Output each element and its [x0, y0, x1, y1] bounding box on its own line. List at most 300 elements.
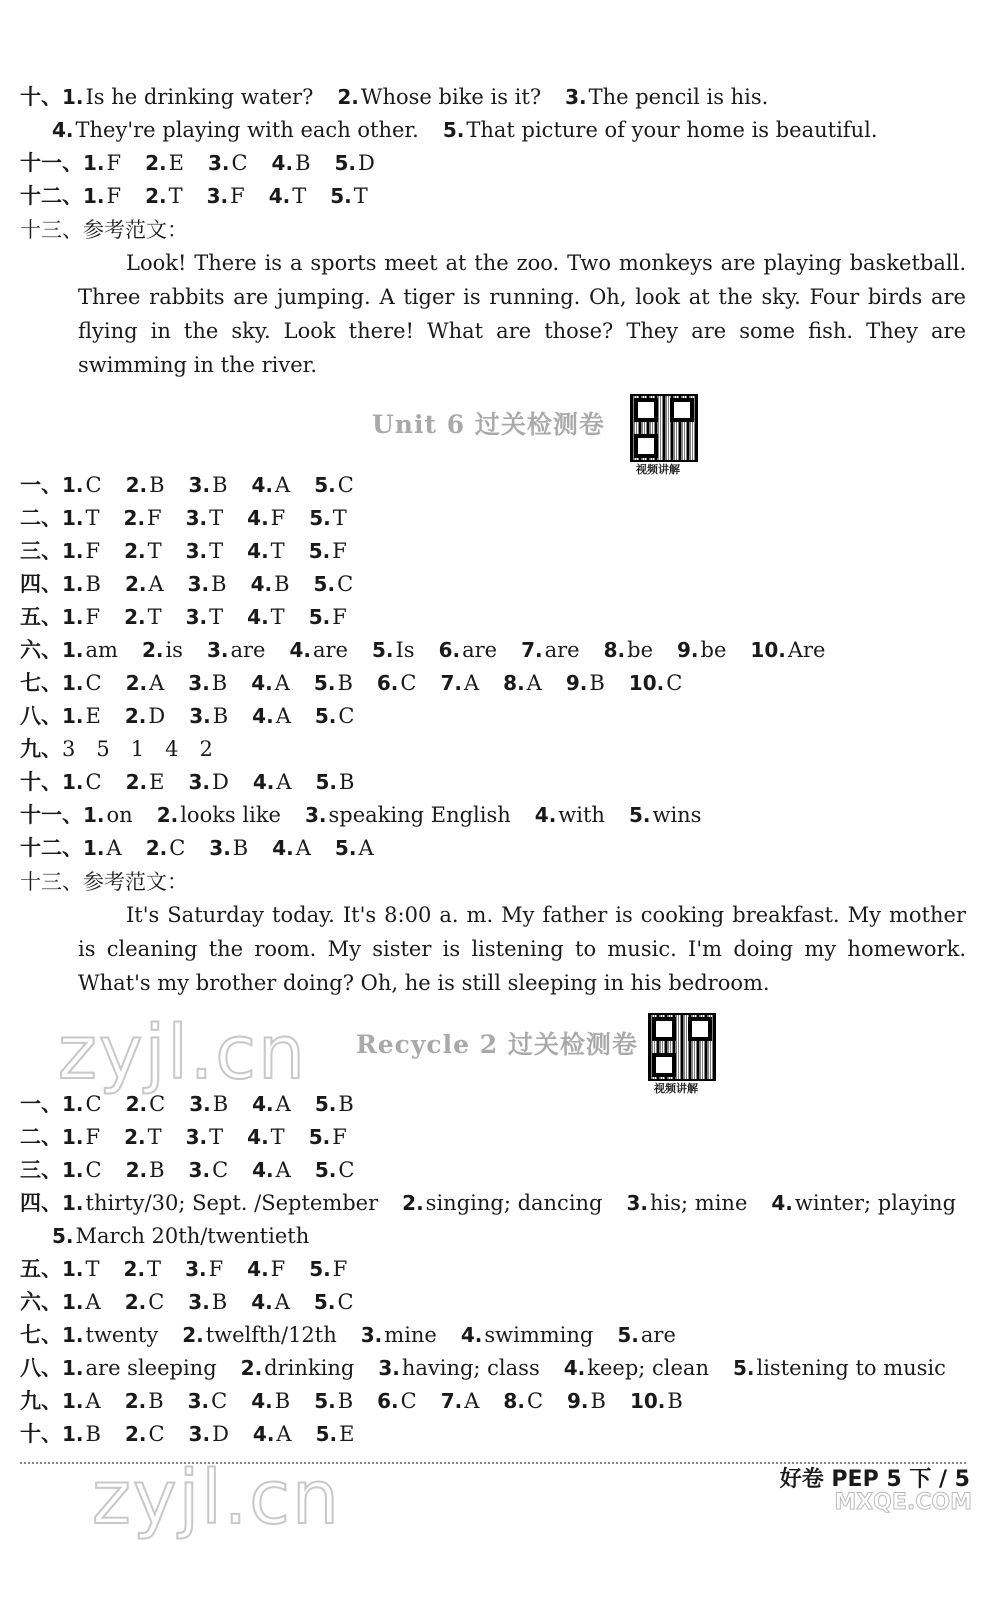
answer-text: A	[275, 1158, 291, 1182]
answer-number: 1.	[62, 1125, 84, 1149]
answer-text: Are	[787, 638, 826, 662]
answer-number: 1.	[83, 803, 105, 827]
answer-text: am	[85, 638, 118, 662]
answer-number: 5.	[308, 1125, 331, 1149]
answer-text: T	[85, 506, 100, 530]
answer-text: C	[85, 671, 102, 695]
answer-number: 5.	[732, 1356, 755, 1380]
page-footer: 好卷 PEP 5 下 / 5	[779, 1467, 970, 1492]
recycle2-line-8	[20, 1320, 676, 1350]
answer-text: B	[149, 1158, 165, 1182]
answer-text: A	[274, 671, 290, 695]
answer-text: F	[332, 1125, 347, 1149]
recycle2-line-2	[20, 1122, 347, 1152]
answer-number: 2.	[145, 184, 167, 208]
question-group-label: 九、	[20, 1389, 62, 1413]
answer-number: 4.	[247, 605, 269, 629]
answer-number: 4.	[247, 506, 269, 530]
answer-number: 1.	[62, 473, 84, 497]
answer-text: A	[526, 671, 542, 695]
answer-number: 2.	[145, 836, 168, 860]
answer-text: are	[230, 638, 266, 662]
question-group-label: 八、	[20, 704, 62, 728]
answer-number: 1.	[62, 1092, 84, 1116]
answer-text: C	[85, 1158, 102, 1182]
unit6-line-8	[20, 701, 354, 731]
answer-text: C	[212, 1158, 229, 1182]
question-group-label: 七、	[20, 1323, 62, 1347]
answer-number: 10.	[750, 638, 786, 662]
answer-text: F	[332, 605, 347, 629]
unit6-line-2	[20, 503, 347, 533]
answer-number: 4.	[247, 1125, 269, 1149]
answer-number: 6.	[377, 1389, 399, 1413]
answer-number: 1.	[83, 184, 105, 208]
answer-text: C	[337, 1290, 354, 1314]
question-group-label: 七、	[20, 671, 62, 695]
question-group-label: 三、	[20, 1158, 62, 1182]
answer-text: listening to music	[756, 1356, 946, 1380]
recycle2-line-11	[20, 1419, 354, 1449]
answer-text: B	[667, 1389, 683, 1413]
unit6-line-10	[20, 767, 354, 797]
answer-number: 2.	[124, 1290, 147, 1314]
answer-text: F	[147, 506, 162, 530]
answer-text: That picture of your home is beautiful.	[466, 118, 878, 142]
answer-text: D	[148, 704, 166, 728]
answer-text: T	[270, 539, 285, 563]
recycle2-line-9	[20, 1353, 946, 1383]
answer-number: 3.	[187, 572, 210, 596]
answer-number: 6.	[376, 671, 399, 695]
answer-text: T	[270, 605, 285, 629]
answer-text: D	[212, 1422, 229, 1446]
answer-number: 4.	[271, 151, 294, 175]
answer-text: T	[147, 1125, 162, 1149]
answer-text: C	[526, 1389, 544, 1413]
answer-text: A	[149, 671, 165, 695]
answer-text: B	[589, 671, 605, 695]
question-group-label: 二、	[20, 1125, 62, 1149]
answer-text: Is he drinking water?	[85, 85, 314, 109]
answer-text: B	[149, 473, 165, 497]
answer-text: having; class	[401, 1356, 540, 1380]
unit6-line-7	[20, 668, 682, 698]
answer-text: March 20th/twentieth	[75, 1224, 310, 1248]
answer-text: wins	[652, 803, 702, 827]
answer-number: 5.	[330, 184, 352, 208]
answer-text: C	[85, 1092, 102, 1116]
answer-number: 1.	[62, 539, 84, 563]
answer-number: 2.	[125, 1158, 148, 1182]
answer-number: 5.	[372, 638, 394, 662]
question-group-label: 六、	[20, 638, 62, 662]
question-group-label: 一、	[20, 1092, 62, 1116]
answer-text: E	[168, 151, 184, 175]
answer-text: are	[640, 1323, 676, 1347]
answer-number: 4.	[252, 1422, 275, 1446]
answer-number: 2.	[156, 803, 179, 827]
recycle2-line-6	[20, 1254, 347, 1284]
answer-text: twenty	[85, 1323, 159, 1347]
answer-text: be	[700, 638, 727, 662]
answer-text: C	[231, 151, 248, 175]
question-group-label: 六、	[20, 1290, 62, 1314]
answer-text: are	[544, 638, 580, 662]
answer-number: 3.	[188, 473, 211, 497]
answer-number: 3.	[188, 1290, 210, 1314]
answer-number: 1.	[62, 1422, 84, 1446]
answer-text: B	[232, 836, 249, 860]
answer-number: 2.	[402, 1191, 424, 1215]
section-13-label: 十三、参考范文：	[20, 218, 188, 242]
answer-number: 3.	[185, 605, 208, 629]
recycle2-line-7	[20, 1287, 354, 1317]
qr-code-icon[interactable]	[630, 394, 698, 462]
answer-text: 3 5 1 4 2	[62, 737, 213, 761]
answer-number: 2.	[124, 704, 147, 728]
answer-number: 4.	[771, 1191, 793, 1215]
answer-text: B	[85, 572, 101, 596]
answer-text: T	[353, 184, 368, 208]
answer-text: keep; clean	[587, 1356, 709, 1380]
answer-text: F	[332, 539, 347, 563]
unit6-line-1	[20, 470, 354, 500]
answer-number: 4.	[252, 770, 275, 794]
answer-number: 6.	[438, 638, 461, 662]
answer-number: 4.	[460, 1323, 483, 1347]
answer-text: B	[212, 704, 229, 728]
answer-number: 1.	[62, 1158, 84, 1182]
answer-text: F	[85, 605, 101, 629]
answer-number: 3.	[185, 1125, 208, 1149]
answer-text: A	[358, 836, 374, 860]
answer-text: A	[276, 1422, 292, 1446]
answer-number: 3.	[189, 704, 211, 728]
answer-number: 8.	[503, 671, 525, 695]
answer-text: A	[275, 704, 291, 728]
answer-number: 1.	[62, 1290, 84, 1314]
answer-text: A	[276, 770, 292, 794]
answer-number: 3.	[188, 770, 210, 794]
answer-number: 4.	[563, 1356, 586, 1380]
answer-text: T	[270, 1125, 285, 1149]
answer-number: 9.	[565, 671, 588, 695]
unit6-line-5	[20, 602, 347, 632]
answer-number: 3.	[304, 803, 327, 827]
question-group-label: 十一、	[20, 151, 83, 175]
section-11-line	[20, 148, 375, 178]
answer-number: 5.	[314, 704, 337, 728]
answer-number: 5.	[334, 836, 357, 860]
unit6-line-12	[20, 833, 374, 863]
answer-number: 4.	[247, 1257, 269, 1281]
question-group-label: 五、	[20, 605, 62, 629]
answer-number: 5.	[442, 118, 465, 142]
answer-text: T	[209, 506, 224, 530]
section-10-line-1	[20, 82, 768, 112]
answer-number: 4.	[252, 704, 274, 728]
recycle2-title: Recycle 2 过关检测卷	[356, 1030, 638, 1059]
answer-number: 5.	[617, 1323, 639, 1347]
answer-number: 2.	[124, 572, 147, 596]
answer-number: 4.	[251, 473, 274, 497]
answer-number: 9.	[677, 638, 699, 662]
qr-code-icon-2[interactable]	[648, 1013, 716, 1081]
answer-number: 1.	[62, 671, 84, 695]
answer-number: 5.	[308, 539, 331, 563]
answer-text: with	[558, 803, 605, 827]
answer-text: C	[400, 1389, 417, 1413]
answer-text: F	[106, 151, 122, 175]
answer-number: 3.	[360, 1323, 383, 1347]
answer-number: 1.	[62, 1323, 84, 1347]
answer-text: looks like	[180, 803, 281, 827]
question-group-label: 十二、	[20, 836, 83, 860]
unit6-title: Unit 6 过关检测卷	[372, 410, 605, 439]
answer-text: A	[106, 836, 122, 860]
answer-number: 3.	[209, 836, 231, 860]
question-group-label: 八、	[20, 1356, 62, 1380]
qr-caption: 视频讲解	[636, 463, 680, 476]
answer-number: 4.	[289, 638, 311, 662]
answer-number: 2.	[123, 506, 146, 530]
answer-text: F	[332, 1257, 348, 1281]
answer-number: 2.	[337, 85, 359, 109]
answer-text: are sleeping	[85, 1356, 217, 1380]
answer-text: C	[337, 473, 354, 497]
watermark-bottom: zyjl.cn	[92, 1455, 341, 1541]
answer-number: 4.	[52, 118, 74, 142]
answer-number: 1.	[62, 1389, 84, 1413]
unit6-line-9	[20, 734, 213, 764]
answer-number: 5.	[314, 473, 336, 497]
question-group-label: 十、	[20, 1422, 62, 1446]
answer-text: D	[211, 770, 229, 794]
answer-text: E	[149, 770, 165, 794]
answer-text: T	[332, 506, 347, 530]
answer-text: C	[149, 1092, 166, 1116]
answer-text: B	[212, 1092, 229, 1116]
answer-text: B	[337, 671, 353, 695]
answer-number: 3.	[188, 671, 210, 695]
answer-number: 3.	[206, 638, 229, 662]
answer-number: 1.	[62, 1356, 84, 1380]
answer-number: 5.	[334, 151, 357, 175]
answer-number: 5.	[309, 1257, 331, 1281]
answer-number: 5.	[314, 1158, 337, 1182]
answer-number: 3.	[626, 1191, 649, 1215]
answer-number: 1.	[83, 151, 105, 175]
answer-text: are	[313, 638, 348, 662]
answer-number: 1.	[62, 638, 84, 662]
answer-number: 3.	[206, 184, 229, 208]
answer-text: A	[464, 1389, 480, 1413]
answer-text: on	[106, 803, 133, 827]
answer-text: F	[230, 184, 245, 208]
answer-number: 3.	[207, 151, 230, 175]
answer-text: T	[209, 1125, 224, 1149]
answer-number: 5.	[313, 1290, 336, 1314]
question-group-label: 三、	[20, 539, 62, 563]
answer-text: C	[169, 836, 186, 860]
answer-number: 2.	[124, 539, 146, 563]
answer-text: T	[85, 1257, 100, 1281]
answer-text: Is	[395, 638, 415, 662]
answer-number: 1.	[62, 1191, 84, 1215]
answer-text: C	[338, 704, 355, 728]
answer-text: B	[211, 572, 227, 596]
answer-text: B	[337, 1389, 354, 1413]
answer-text: B	[211, 671, 228, 695]
qr-caption-2: 视频讲解	[654, 1082, 698, 1095]
answer-number: 4.	[251, 1290, 273, 1314]
answer-number: 1.	[62, 85, 84, 109]
answer-number: 3.	[188, 1422, 211, 1446]
answer-text: singing; dancing	[425, 1191, 603, 1215]
answer-number: 1.	[62, 704, 84, 728]
answer-text: C	[85, 770, 102, 794]
essay-paragraph: Look! There is a sports meet at the zoo. Two monkeys are playing basketball. Three rabbits are jumping. A tiger is running. Oh, look at the sky. Four birds are flying in the sky. Look there! What are those? They are some fish. They are swimming in the river.	[78, 251, 966, 377]
answer-text: F	[106, 184, 122, 208]
answer-number: 3.	[185, 506, 208, 530]
answer-number: 4.	[252, 1092, 274, 1116]
answer-text: C	[400, 671, 417, 695]
answer-number: 5.	[314, 1389, 336, 1413]
answer-text: C	[148, 1290, 165, 1314]
answer-text: A	[85, 1389, 101, 1413]
answer-text: A	[295, 836, 311, 860]
answer-number: 4.	[250, 572, 273, 596]
answer-text: B	[339, 770, 355, 794]
question-group-label: 五、	[20, 1257, 62, 1281]
answer-text: A	[275, 473, 291, 497]
answer-number: 4.	[272, 836, 294, 860]
answer-text: is	[165, 638, 183, 662]
section-10-line-2	[52, 115, 878, 145]
question-group-label: 九、	[20, 737, 62, 761]
question-group-label: 四、	[20, 1191, 62, 1215]
answer-text: C	[148, 1422, 165, 1446]
answer-text: C	[337, 572, 354, 596]
unit6-line-3	[20, 536, 347, 566]
answer-text: B	[85, 1422, 101, 1446]
answer-text: F	[85, 539, 101, 563]
footer-logo: MXQE.COM	[834, 1490, 972, 1515]
answer-text: A	[85, 1290, 101, 1314]
answer-text: B	[212, 473, 228, 497]
question-group-label: 四、	[20, 572, 62, 596]
answer-number: 7.	[521, 638, 543, 662]
answer-text: thirty/30; Sept. /September	[85, 1191, 379, 1215]
answer-number: 2.	[125, 671, 148, 695]
watermark-top: zyjl.cn	[58, 1010, 307, 1096]
question-group-label: 二、	[20, 506, 62, 530]
answer-number: 4.	[268, 184, 291, 208]
answer-text: B	[590, 1389, 606, 1413]
recycle2-line-10	[20, 1386, 683, 1416]
answer-text: F	[270, 1257, 286, 1281]
answer-text: They're playing with each other.	[75, 118, 419, 142]
answer-text: drinking	[264, 1356, 355, 1380]
answer-number: 1.	[83, 836, 105, 860]
recycle2-line-1	[20, 1089, 354, 1119]
recycle2-line-4	[20, 1188, 956, 1218]
answer-text: B	[338, 1092, 354, 1116]
answer-number: 8.	[503, 1389, 525, 1413]
answer-text: T	[147, 605, 162, 629]
answer-text: T	[292, 184, 307, 208]
answer-number: 10.	[629, 1389, 666, 1413]
answer-number: 2.	[125, 1092, 148, 1116]
answer-number: 3.	[189, 1092, 211, 1116]
answer-text: are	[462, 638, 498, 662]
answer-number: 2.	[124, 605, 146, 629]
answer-number: 5.	[308, 605, 331, 629]
answer-number: 5.	[313, 572, 336, 596]
answer-text: T	[209, 605, 224, 629]
answer-number: 2.	[145, 151, 167, 175]
answer-text: his; mine	[650, 1191, 748, 1215]
answer-number: 2.	[123, 1257, 146, 1281]
answer-number: 1.	[62, 605, 84, 629]
answer-text: The pencil is his.	[588, 85, 769, 109]
answer-text: B	[295, 151, 311, 175]
answer-number: 1.	[62, 1257, 84, 1281]
answer-number: 5.	[628, 803, 651, 827]
answer-number: 2.	[240, 1356, 263, 1380]
answer-number: 1.	[62, 572, 84, 596]
answer-text: A	[463, 671, 480, 695]
answer-number: 1.	[62, 506, 84, 530]
answer-text: B	[274, 572, 290, 596]
answer-number: 3.	[188, 1158, 211, 1182]
answer-number: 5.	[315, 770, 338, 794]
recycle2-line-5	[52, 1221, 309, 1251]
answer-number: 4.	[534, 803, 557, 827]
answer-text: swimming	[484, 1323, 594, 1347]
answer-text: speaking English	[328, 803, 511, 827]
answer-text: B	[148, 1389, 164, 1413]
question-group-label: 十二、	[20, 184, 83, 208]
question-group-label: 十、	[20, 770, 62, 794]
answer-number: 4.	[251, 671, 273, 695]
answer-text: E	[339, 1422, 355, 1446]
answer-number: 4.	[247, 539, 269, 563]
answer-text: twelfth/12th	[205, 1323, 337, 1347]
question-group-label: 十一、	[20, 803, 83, 827]
answer-number: 5.	[309, 506, 331, 530]
answer-text: D	[358, 151, 375, 175]
answer-text: T	[209, 539, 224, 563]
answer-text: A	[148, 572, 164, 596]
answer-text: be	[627, 638, 654, 662]
answer-number: 5.	[313, 671, 336, 695]
answer-number: 1.	[62, 770, 84, 794]
answer-number: 4.	[251, 1389, 273, 1413]
answer-number: 2.	[124, 1125, 146, 1149]
answer-number: 5.	[52, 1224, 74, 1248]
answer-number: 5.	[314, 1092, 337, 1116]
answer-text: F	[208, 1257, 224, 1281]
answer-number: 7.	[440, 1389, 463, 1413]
answer-text: T	[168, 184, 183, 208]
answer-number: 2.	[141, 638, 164, 662]
answer-text: C	[338, 1158, 355, 1182]
unit6-essay-paragraph: It's Saturday today. It's 8:00 a. m. My father is cooking breakfast. My mother is cleaning the room. My sister is listening to music. I'm doing my homework. What's my brother doing? Oh, he is still sleeping in his bedroom.	[78, 903, 966, 995]
answer-number: 5.	[315, 1422, 338, 1446]
answer-text: T	[147, 539, 162, 563]
